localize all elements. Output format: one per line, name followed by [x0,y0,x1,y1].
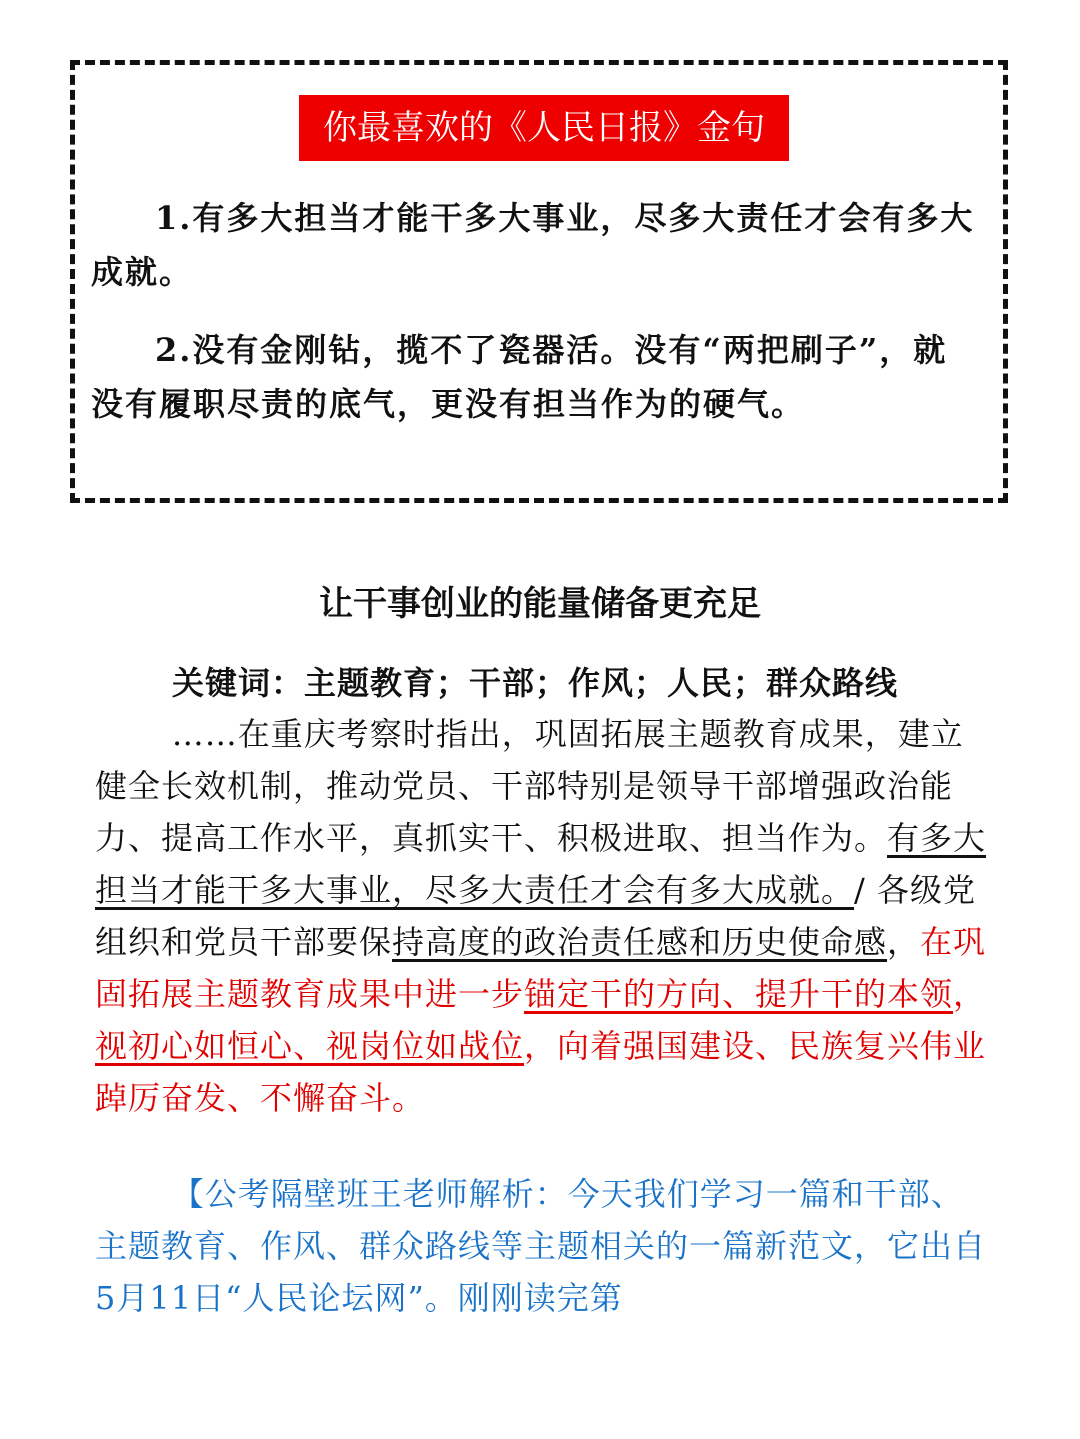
article-keywords: 关键词：主题教育；干部；作风；人民；群众路线 [172,664,899,702]
body-underlined-responsibility: 持高度的政治责任感和历史使命感 [392,923,888,961]
body-underlined-quote: 有多大担当才能干多大事业，尽多大责任才会有多大成就。 [95,819,987,909]
body-slash-text: / 各级党组织和党员干部要保 [95,871,976,961]
body-comma: ， [887,923,921,961]
body-red-underlined-2: 视初心如恒心、视岗位如战位 [95,1027,525,1065]
article-body [95,708,995,1124]
article-title: 让干事创业的能量储备更充足 [319,584,761,624]
body-intro: ……在重庆考察时指出，巩固拓展主题教育成果，建立健全长效机制，推动党员、干部特别是领导干部增强政治能力、提高工作水平，真抓实干、积极进取、担当作为。 [95,715,964,857]
body-red-underlined-1: 锚定干的方向、提升干的本领 [524,975,954,1013]
quote-item-1: 1.有多大担当才能干多大事业，尽多大责任才会有多大成就。 [91,199,975,291]
golden-quotes-title: 你最喜欢的《人民日报》金句 [299,95,789,161]
teacher-analysis: 【公考隔壁班王老师解析：今天我们学习一篇和干部、主题教育、作风、群众路线等主题相关的一篇新范文，它出自5月11日“人民论坛网”。刚刚读完第 [95,1175,987,1317]
quote-item-2: 2.没有金刚钻，揽不了瓷器活。没有“两把刷子”，就没有履职尽责的底气，更没有担当作为的硬气。 [91,331,948,423]
body-red-text-2: ，向着强国建设、民族复兴伟业踔厉奋发、不懈奋斗。 [95,1027,987,1117]
body-red-comma: ， [953,975,987,1013]
golden-quotes-box [70,60,1008,503]
body-red-text-1: 在巩固拓展主题教育成果中进一步 [95,923,987,1013]
